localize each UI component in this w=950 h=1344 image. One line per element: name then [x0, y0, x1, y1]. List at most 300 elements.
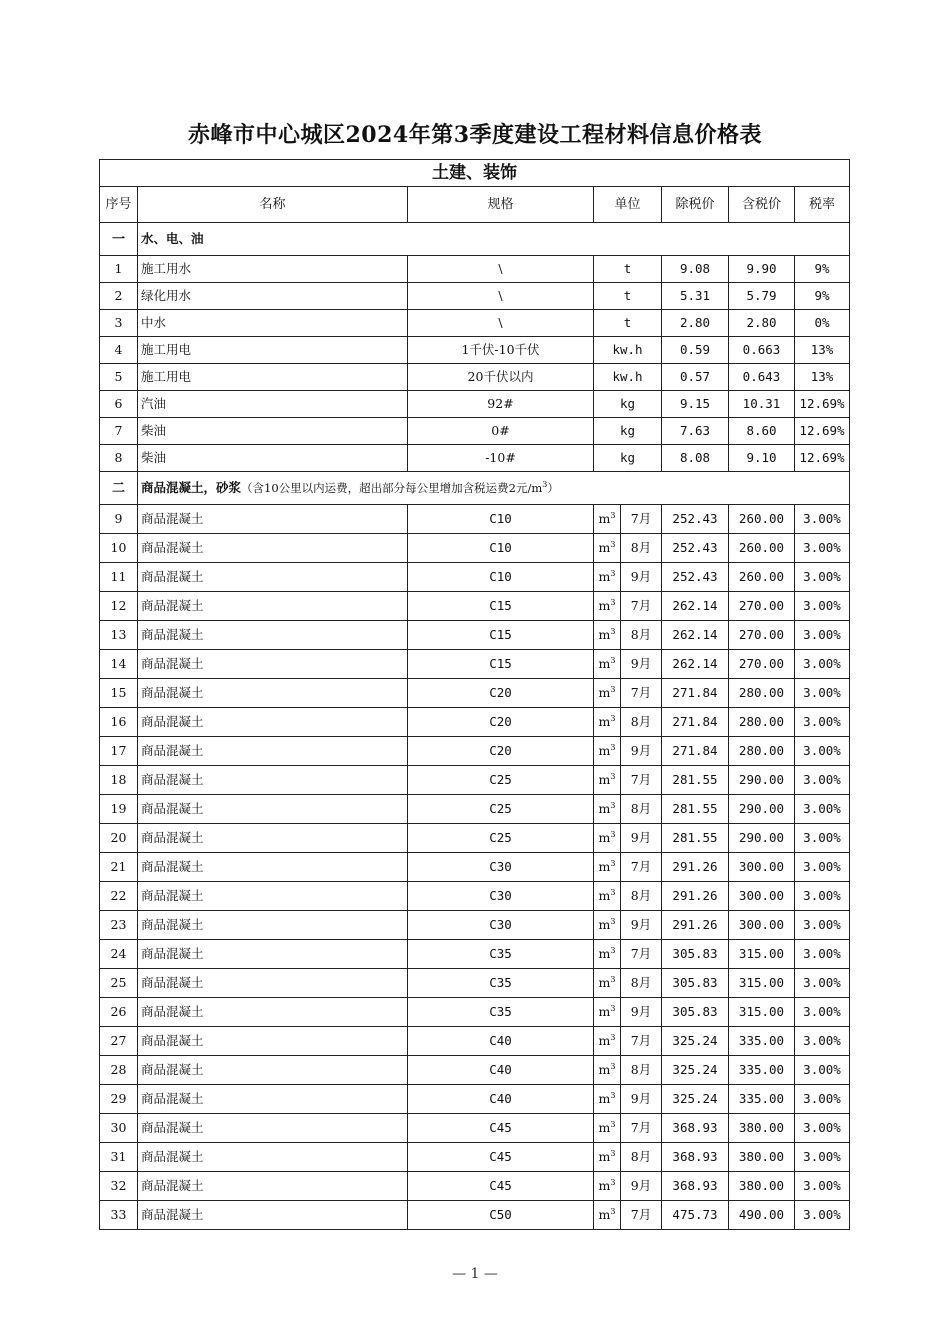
- row-name: 商品混凝土: [138, 911, 408, 940]
- row-price-ex-tax: 2.80: [662, 310, 729, 337]
- row-month: 9月: [621, 563, 662, 592]
- row-name: 商品混凝土: [138, 505, 408, 534]
- row-price-ex-tax: 262.14: [662, 621, 729, 650]
- row-unit: [594, 534, 621, 563]
- category-title: 商品混凝土，砂浆: [141, 479, 242, 495]
- table-row: [100, 621, 850, 650]
- row-price-ex-tax: 252.43: [662, 563, 729, 592]
- row-spec: C10: [408, 505, 594, 534]
- row-price-ex-tax: 291.26: [662, 853, 729, 882]
- page-number: — 1 —: [452, 1266, 498, 1282]
- row-spec: C15: [408, 650, 594, 679]
- row-unit-sup: 3: [610, 1090, 616, 1100]
- row-month: 7月: [621, 1201, 662, 1230]
- row-price-inc-tax: 490.00: [729, 1201, 795, 1230]
- row-tax-rate: 0%: [795, 310, 850, 337]
- row-price-inc-tax: 5.79: [729, 283, 795, 310]
- table-row: [100, 824, 850, 853]
- table-row: [100, 882, 850, 911]
- row-price-inc-tax: 335.00: [729, 1056, 795, 1085]
- row-unit-base: m: [598, 974, 611, 990]
- row-unit-sup: 3: [610, 742, 616, 752]
- row-price-ex-tax: 252.43: [662, 534, 729, 563]
- row-price-ex-tax: 325.24: [662, 1027, 729, 1056]
- row-spec: C40: [408, 1056, 594, 1085]
- row-price-ex-tax: 262.14: [662, 592, 729, 621]
- row-unit-sup: 3: [610, 771, 616, 781]
- row-unit: [594, 998, 621, 1027]
- category-seq: 二: [100, 472, 138, 505]
- row-unit: [594, 795, 621, 824]
- row-spec: 92#: [408, 391, 594, 418]
- table-row: [100, 650, 850, 679]
- table-row: [100, 505, 850, 534]
- table-row: [100, 391, 850, 418]
- row-tax-rate: 12.69%: [795, 445, 850, 472]
- row-spec: 20千伏以内: [408, 364, 594, 391]
- header-seq: 序号: [100, 187, 138, 223]
- row-spec: C20: [408, 708, 594, 737]
- row-month: 7月: [621, 679, 662, 708]
- header-tax-rate: 税率: [795, 187, 850, 223]
- row-price-ex-tax: 271.84: [662, 708, 729, 737]
- row-tax-rate: 3.00%: [795, 882, 850, 911]
- table-row: [100, 1114, 850, 1143]
- row-seq: 13: [100, 621, 138, 650]
- row-spec: C35: [408, 969, 594, 998]
- row-tax-rate: 3.00%: [795, 1143, 850, 1172]
- row-price-inc-tax: 335.00: [729, 1085, 795, 1114]
- row-spec: C50: [408, 1201, 594, 1230]
- row-tax-rate: 3.00%: [795, 911, 850, 940]
- row-price-ex-tax: 305.83: [662, 998, 729, 1027]
- section-title-row: [100, 160, 850, 187]
- row-unit-base: m: [598, 1061, 611, 1077]
- table-row: [100, 418, 850, 445]
- row-price-inc-tax: 315.00: [729, 969, 795, 998]
- row-unit-base: m: [598, 655, 611, 671]
- row-spec: C30: [408, 882, 594, 911]
- row-name: 中水: [138, 310, 408, 337]
- row-price-ex-tax: 281.55: [662, 766, 729, 795]
- row-unit: t: [594, 283, 662, 310]
- row-unit-sup: 3: [610, 1177, 616, 1187]
- row-spec: C10: [408, 563, 594, 592]
- header-name: 名称: [138, 187, 408, 223]
- row-month: 7月: [621, 1114, 662, 1143]
- row-price-inc-tax: 315.00: [729, 940, 795, 969]
- row-unit-base: m: [598, 742, 611, 758]
- row-unit-base: m: [598, 800, 611, 816]
- row-seq: 5: [100, 364, 138, 391]
- row-price-ex-tax: 5.31: [662, 283, 729, 310]
- row-name: 施工用电: [138, 337, 408, 364]
- row-unit-base: m: [598, 568, 611, 584]
- row-name: 商品混凝土: [138, 708, 408, 737]
- row-tax-rate: 12.69%: [795, 418, 850, 445]
- table-row: [100, 766, 850, 795]
- row-name: 商品混凝土: [138, 592, 408, 621]
- row-unit-base: m: [598, 1003, 611, 1019]
- row-tax-rate: 3.00%: [795, 650, 850, 679]
- row-price-ex-tax: 271.84: [662, 679, 729, 708]
- row-name: 商品混凝土: [138, 795, 408, 824]
- row-price-ex-tax: 7.63: [662, 418, 729, 445]
- row-month: 8月: [621, 534, 662, 563]
- row-unit: kw.h: [594, 337, 662, 364]
- price-table-body: [100, 160, 850, 1230]
- row-name: 商品混凝土: [138, 998, 408, 1027]
- row-seq: 21: [100, 853, 138, 882]
- row-name: 商品混凝土: [138, 650, 408, 679]
- row-price-inc-tax: 380.00: [729, 1114, 795, 1143]
- table-row: [100, 534, 850, 563]
- row-month: 8月: [621, 795, 662, 824]
- row-unit: [594, 1056, 621, 1085]
- row-spec: C40: [408, 1027, 594, 1056]
- row-unit: [594, 621, 621, 650]
- row-spec: C15: [408, 621, 594, 650]
- row-price-inc-tax: 270.00: [729, 621, 795, 650]
- row-unit-base: m: [598, 1206, 611, 1222]
- row-spec: C40: [408, 1085, 594, 1114]
- row-price-ex-tax: 0.57: [662, 364, 729, 391]
- row-tax-rate: 3.00%: [795, 621, 850, 650]
- row-unit-sup: 3: [610, 916, 616, 926]
- row-unit-base: m: [598, 1177, 611, 1193]
- row-unit-base: m: [598, 510, 611, 526]
- category-note-text: （含10公里以内运费，超出部分每公里增加含税运费2元/m: [241, 480, 543, 495]
- row-price-ex-tax: 281.55: [662, 824, 729, 853]
- row-month: 9月: [621, 824, 662, 853]
- row-month: 8月: [621, 1143, 662, 1172]
- row-seq: 23: [100, 911, 138, 940]
- row-spec: C25: [408, 824, 594, 853]
- row-tax-rate: 13%: [795, 364, 850, 391]
- table-row: [100, 445, 850, 472]
- table-row: [100, 679, 850, 708]
- row-price-ex-tax: 9.08: [662, 256, 729, 283]
- row-unit-base: m: [598, 858, 611, 874]
- row-unit: [594, 650, 621, 679]
- row-spec: C25: [408, 766, 594, 795]
- row-price-inc-tax: 260.00: [729, 534, 795, 563]
- row-unit-base: m: [598, 887, 611, 903]
- row-seq: 11: [100, 563, 138, 592]
- row-price-inc-tax: 2.80: [729, 310, 795, 337]
- row-price-ex-tax: 281.55: [662, 795, 729, 824]
- row-unit-base: m: [598, 713, 611, 729]
- row-tax-rate: 3.00%: [795, 969, 850, 998]
- row-unit-sup: 3: [610, 626, 616, 636]
- row-price-inc-tax: 280.00: [729, 737, 795, 766]
- row-name: 柴油: [138, 445, 408, 472]
- row-unit-sup: 3: [610, 597, 616, 607]
- row-seq: 6: [100, 391, 138, 418]
- table-row: [100, 911, 850, 940]
- row-seq: 17: [100, 737, 138, 766]
- row-unit: [594, 505, 621, 534]
- row-price-ex-tax: 368.93: [662, 1172, 729, 1201]
- row-name: 商品混凝土: [138, 1114, 408, 1143]
- row-tax-rate: 3.00%: [795, 534, 850, 563]
- row-unit-base: m: [598, 1148, 611, 1164]
- row-tax-rate: 3.00%: [795, 505, 850, 534]
- table-row: [100, 1056, 850, 1085]
- row-unit-sup: 3: [610, 510, 616, 520]
- row-unit: [594, 882, 621, 911]
- row-price-inc-tax: 280.00: [729, 679, 795, 708]
- row-unit: [594, 1172, 621, 1201]
- row-unit: kw.h: [594, 364, 662, 391]
- category-row-utilities: [100, 223, 850, 256]
- table-row: [100, 256, 850, 283]
- row-price-inc-tax: 315.00: [729, 998, 795, 1027]
- row-month: 8月: [621, 708, 662, 737]
- row-seq: 25: [100, 969, 138, 998]
- category-title: 水、电、油: [141, 230, 204, 246]
- row-unit-sup: 3: [610, 655, 616, 665]
- row-seq: 7: [100, 418, 138, 445]
- row-unit-base: m: [598, 945, 611, 961]
- row-price-ex-tax: 305.83: [662, 940, 729, 969]
- row-price-ex-tax: 305.83: [662, 969, 729, 998]
- table-row: [100, 1085, 850, 1114]
- row-unit-sup: 3: [610, 829, 616, 839]
- table-row: [100, 998, 850, 1027]
- table-row: [100, 940, 850, 969]
- header-unit: 单位: [594, 187, 662, 223]
- section-title: 土建、装饰: [100, 160, 850, 187]
- row-seq: 16: [100, 708, 138, 737]
- row-month: 8月: [621, 882, 662, 911]
- row-price-inc-tax: 0.663: [729, 337, 795, 364]
- row-month: 7月: [621, 592, 662, 621]
- row-name: 商品混凝土: [138, 969, 408, 998]
- row-unit-base: m: [598, 1090, 611, 1106]
- row-name: 商品混凝土: [138, 1027, 408, 1056]
- row-seq: 26: [100, 998, 138, 1027]
- row-unit: [594, 1143, 621, 1172]
- row-seq: 18: [100, 766, 138, 795]
- row-name: 商品混凝土: [138, 766, 408, 795]
- row-spec: C10: [408, 534, 594, 563]
- row-unit-base: m: [598, 916, 611, 932]
- row-unit: [594, 766, 621, 795]
- row-price-inc-tax: 290.00: [729, 824, 795, 853]
- row-name: 柴油: [138, 418, 408, 445]
- row-unit: [594, 1027, 621, 1056]
- row-unit-sup: 3: [610, 1003, 616, 1013]
- row-tax-rate: 3.00%: [795, 708, 850, 737]
- row-price-inc-tax: 270.00: [729, 592, 795, 621]
- row-tax-rate: 12.69%: [795, 391, 850, 418]
- row-tax-rate: 3.00%: [795, 563, 850, 592]
- row-unit-sup: 3: [610, 1119, 616, 1129]
- row-tax-rate: 3.00%: [795, 824, 850, 853]
- row-price-ex-tax: 368.93: [662, 1143, 729, 1172]
- row-unit: [594, 940, 621, 969]
- row-seq: 31: [100, 1143, 138, 1172]
- row-month: 7月: [621, 940, 662, 969]
- row-spec: -10#: [408, 445, 594, 472]
- row-name: 商品混凝土: [138, 1172, 408, 1201]
- row-price-ex-tax: 0.59: [662, 337, 729, 364]
- row-unit: [594, 824, 621, 853]
- table-row: [100, 708, 850, 737]
- row-month: 9月: [621, 737, 662, 766]
- row-spec: 0#: [408, 418, 594, 445]
- row-unit-sup: 3: [610, 1148, 616, 1158]
- row-name: 商品混凝土: [138, 1085, 408, 1114]
- row-price-inc-tax: 300.00: [729, 882, 795, 911]
- row-spec: \: [408, 283, 594, 310]
- table-row: [100, 853, 850, 882]
- row-tax-rate: 3.00%: [795, 1114, 850, 1143]
- row-seq: 9: [100, 505, 138, 534]
- row-seq: 3: [100, 310, 138, 337]
- table-row: [100, 1172, 850, 1201]
- row-spec: C45: [408, 1114, 594, 1143]
- row-month: 8月: [621, 621, 662, 650]
- category-seq: 一: [100, 223, 138, 256]
- row-unit-base: m: [598, 1119, 611, 1135]
- row-price-inc-tax: 9.10: [729, 445, 795, 472]
- row-unit-base: m: [598, 771, 611, 787]
- row-price-ex-tax: 368.93: [662, 1114, 729, 1143]
- category-note-sup: 3: [542, 479, 548, 489]
- row-month: 9月: [621, 998, 662, 1027]
- page-title: 赤峰市中心城区2024年第3季度建设工程材料信息价格表: [187, 122, 763, 148]
- row-price-inc-tax: 380.00: [729, 1143, 795, 1172]
- row-price-inc-tax: 270.00: [729, 650, 795, 679]
- header-spec: 规格: [408, 187, 594, 223]
- row-unit-sup: 3: [610, 568, 616, 578]
- table-row: [100, 310, 850, 337]
- row-spec: 1千伏-10千伏: [408, 337, 594, 364]
- table-row: [100, 969, 850, 998]
- row-spec: C35: [408, 998, 594, 1027]
- row-unit-sup: 3: [610, 974, 616, 984]
- row-name: 汽油: [138, 391, 408, 418]
- row-seq: 2: [100, 283, 138, 310]
- row-seq: 24: [100, 940, 138, 969]
- row-name: 施工用电: [138, 364, 408, 391]
- row-price-inc-tax: 280.00: [729, 708, 795, 737]
- row-unit: t: [594, 256, 662, 283]
- row-spec: C45: [408, 1143, 594, 1172]
- row-tax-rate: 3.00%: [795, 1201, 850, 1230]
- row-name: 商品混凝土: [138, 563, 408, 592]
- row-unit: [594, 1114, 621, 1143]
- row-unit: [594, 563, 621, 592]
- row-seq: 22: [100, 882, 138, 911]
- table-row: [100, 1201, 850, 1230]
- row-price-ex-tax: 475.73: [662, 1201, 729, 1230]
- table-row: [100, 1027, 850, 1056]
- row-month: 8月: [621, 1056, 662, 1085]
- row-seq: 19: [100, 795, 138, 824]
- row-unit-base: m: [598, 626, 611, 642]
- category-note: [241, 481, 559, 495]
- row-spec: \: [408, 256, 594, 283]
- row-unit-sup: 3: [610, 684, 616, 694]
- row-seq: 10: [100, 534, 138, 563]
- row-unit: [594, 679, 621, 708]
- row-unit: [594, 911, 621, 940]
- row-spec: C20: [408, 737, 594, 766]
- row-tax-rate: 9%: [795, 256, 850, 283]
- row-tax-rate: 3.00%: [795, 1056, 850, 1085]
- row-unit: kg: [594, 391, 662, 418]
- table-row: [100, 563, 850, 592]
- row-price-ex-tax: 291.26: [662, 911, 729, 940]
- category-name: [138, 472, 850, 505]
- row-unit-sup: 3: [610, 539, 616, 549]
- row-name: 商品混凝土: [138, 940, 408, 969]
- row-seq: 33: [100, 1201, 138, 1230]
- row-tax-rate: 3.00%: [795, 1027, 850, 1056]
- row-seq: 12: [100, 592, 138, 621]
- row-seq: 14: [100, 650, 138, 679]
- row-price-ex-tax: 262.14: [662, 650, 729, 679]
- row-name: 绿化用水: [138, 283, 408, 310]
- table-row: [100, 592, 850, 621]
- row-price-ex-tax: 9.15: [662, 391, 729, 418]
- row-tax-rate: 3.00%: [795, 1085, 850, 1114]
- row-spec: C20: [408, 679, 594, 708]
- table-row: [100, 283, 850, 310]
- row-tax-rate: 3.00%: [795, 679, 850, 708]
- row-price-ex-tax: 271.84: [662, 737, 729, 766]
- row-unit-base: m: [598, 539, 611, 555]
- row-tax-rate: 3.00%: [795, 592, 850, 621]
- row-price-inc-tax: 9.90: [729, 256, 795, 283]
- row-unit: [594, 708, 621, 737]
- row-unit: [594, 592, 621, 621]
- row-unit: kg: [594, 418, 662, 445]
- row-unit: kg: [594, 445, 662, 472]
- row-price-inc-tax: 290.00: [729, 766, 795, 795]
- row-seq: 28: [100, 1056, 138, 1085]
- table-row: [100, 337, 850, 364]
- row-tax-rate: 3.00%: [795, 853, 850, 882]
- row-tax-rate: 3.00%: [795, 1172, 850, 1201]
- row-name: 商品混凝土: [138, 679, 408, 708]
- row-seq: 30: [100, 1114, 138, 1143]
- row-name: 商品混凝土: [138, 824, 408, 853]
- row-spec: C30: [408, 853, 594, 882]
- table-row: [100, 1143, 850, 1172]
- row-unit-sup: 3: [610, 713, 616, 723]
- row-spec: C45: [408, 1172, 594, 1201]
- row-unit-base: m: [598, 597, 611, 613]
- row-spec: C35: [408, 940, 594, 969]
- row-unit: [594, 853, 621, 882]
- row-unit-sup: 3: [610, 887, 616, 897]
- row-tax-rate: 3.00%: [795, 737, 850, 766]
- row-name: 商品混凝土: [138, 737, 408, 766]
- row-price-ex-tax: 325.24: [662, 1085, 729, 1114]
- row-seq: 1: [100, 256, 138, 283]
- table-row: [100, 795, 850, 824]
- category-name: [138, 223, 850, 256]
- row-spec: \: [408, 310, 594, 337]
- row-unit: [594, 969, 621, 998]
- row-unit-sup: 3: [610, 800, 616, 810]
- row-seq: 29: [100, 1085, 138, 1114]
- row-month: 9月: [621, 911, 662, 940]
